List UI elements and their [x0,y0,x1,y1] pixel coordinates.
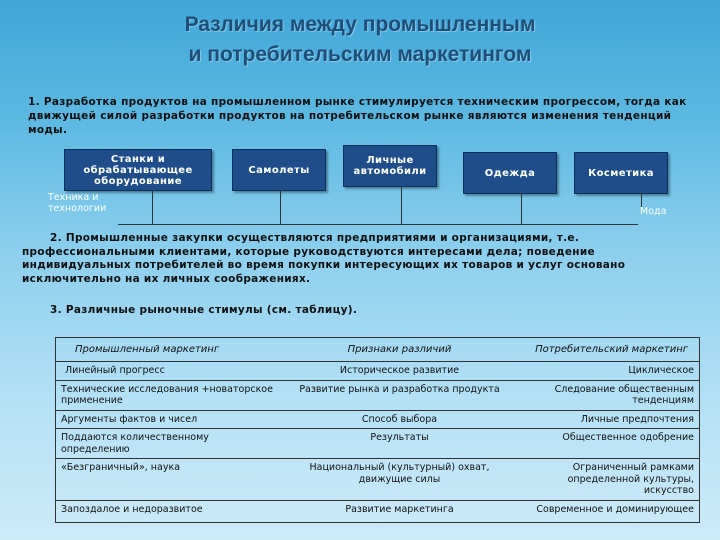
title-line-2: и потребительским маркетингом [188,43,532,66]
header-industrial: Промышленный маркетинг [75,343,220,355]
spectrum-axis-line [118,224,638,225]
point-2-text: 2. Промышленные закупки осуществляются предприятиями и организациями, т.е. профессиональными клиентами, которые руководствуются интересами дела; поведение индивидуальных потребителей во время покупки интересующих их товаров и услуг основано исключительно на их личных соображениях. [22,232,626,285]
connector-1 [152,190,153,224]
connector-4 [521,193,522,224]
cell-industrial: Линейный прогресс [55,362,286,381]
table-row [55,500,700,518]
connector-2 [280,190,281,224]
header-differences: Признаки различий [347,343,452,355]
table-row [55,429,700,459]
cell-industrial: Запоздалое и недоразвитое [55,500,286,518]
comparison-table [55,337,700,518]
cell-difference: Историческое развитие [286,362,513,381]
cell-consumer: Современное и доминирующее [513,500,700,518]
cell-consumer: Циклическое [513,362,700,381]
box-clothing: Одежда [463,152,557,194]
title-line-1: Различия между промышленным [184,13,536,36]
cell-difference: Развитие рынка и разработка продукта [286,380,513,410]
box-cars: Личные автомобили [343,145,437,187]
cell-consumer: Следование общественным тенденциям [513,380,700,410]
point-1-text: 1. Разработка продуктов на промышленном рынке стимулируется техническим прогрессом, тогда как движущей силой разработки продуктов на потребительском рынке являются изменения тенденций моды. [28,96,687,136]
point-3-text: 3. Различные рыночные стимулы (см. таблицу). [50,304,358,316]
table-header-row [55,337,700,362]
cell-difference: Развитие маркетинга [286,500,513,518]
box-machine-tools: Станки и обрабатывающее оборудование [64,149,212,191]
cell-difference: Способ выбора [286,410,513,429]
table-row [55,459,700,501]
cell-difference: Результаты [286,429,513,459]
cell-consumer: Личные предпочтения [513,410,700,429]
header-consumer: Потребительский маркетинг [535,343,688,355]
box-cosmetics: Косметика [574,152,668,194]
table-row [55,410,700,429]
cell-industrial: «Безграничный», наука [55,459,286,501]
cell-industrial: Поддаются количественному определению [55,429,286,459]
connector-3 [401,186,402,224]
slide-title [0,10,720,70]
cell-consumer: Общественное одобрение [513,429,700,459]
table-row [55,362,700,381]
axis-label-fashion: Мода [640,206,667,217]
cell-industrial: Аргументы фактов и чисел [55,410,286,429]
axis-label-technology: Техника и технологии [48,192,107,214]
table-row [55,380,700,410]
box-airplanes: Самолеты [232,149,326,191]
cell-industrial: Технические исследования +новаторское применение [55,380,286,410]
cell-consumer: Ограниченный рамками определенной культуры, искусство [513,459,700,501]
cell-difference: Национальный (культурный) охват, движущие силы [286,459,513,501]
